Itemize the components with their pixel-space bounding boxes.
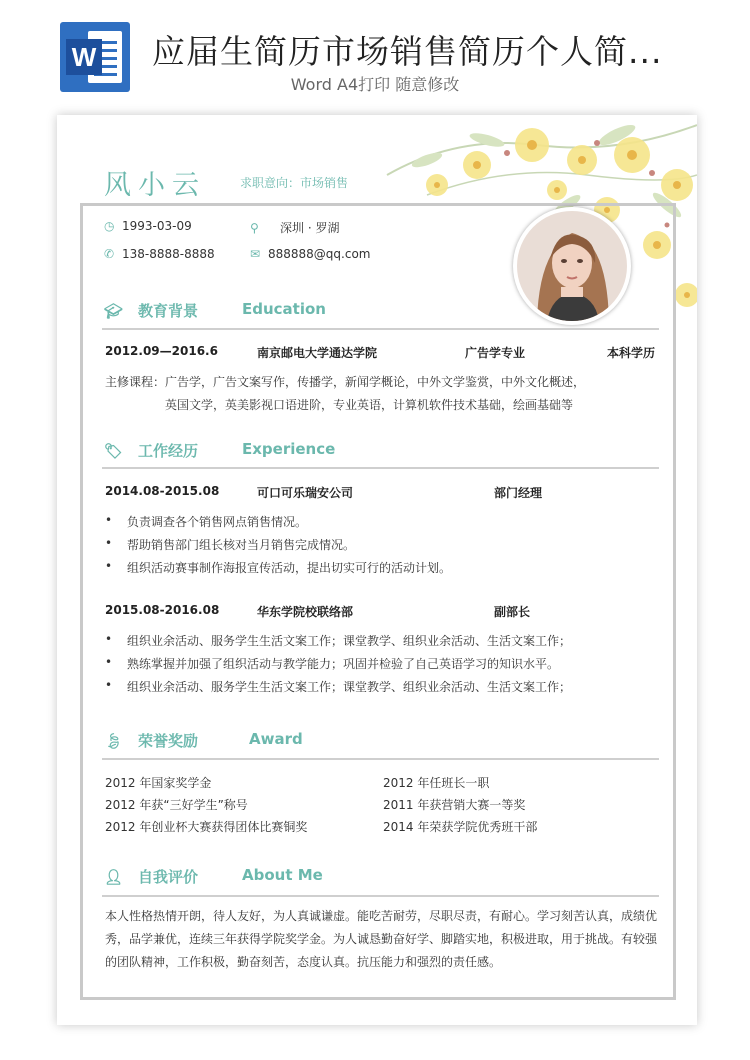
job-2-bullet: • 组织业余活动、服务学生生活文案工作；课堂教学、组织业余活动、生活文案工作；	[127, 678, 571, 695]
experience-divider	[102, 467, 659, 469]
education-period: 2012.09—2016.6	[105, 344, 218, 358]
award-item: 2011 年获营销大赛一等奖	[383, 798, 526, 812]
about-text: 本人性格热情开朗，待人友好，为人真诚谦虚。能吃苦耐劳，尽职尽责，有耐心。学习刻苦认真，成绩优秀，品学兼优，连续三年获得学院奖学金。为人诚恳勤奋好学、脚踏实地，积极进取，用于挑战。有较强的团队精神，工作积极，勤奋刻苦，态度认真。抗压能力和强烈的责任感。	[105, 909, 658, 969]
phone-number: 138-8888-8888	[122, 247, 215, 261]
birth-date: 1993-03-09	[122, 219, 192, 233]
job-2-bullet: • 熟练掌握并加强了组织活动与教学能力；巩固并检验了自己英语学习的知识水平。	[127, 655, 559, 672]
resume-page	[57, 115, 697, 1025]
education-courses-line2: 英国文学，英美影视口语进阶，专业英语，计算机软件技术基础，绘画基础等	[165, 398, 574, 412]
phone-icon: ✆	[104, 247, 115, 261]
job-2-period: 2015.08-2016.08	[105, 603, 220, 617]
job-2-bullet: • 组织业余活动、服务学生生活文案工作；课堂教学、组织业余活动、生活文案工作；	[127, 632, 571, 649]
location-pin-icon: ⚲	[250, 221, 259, 235]
education-divider	[102, 328, 659, 330]
experience-title-en: Experience	[242, 440, 336, 458]
job-1-bullet: • 帮助销售部门组长核对当月销售完成情况。	[127, 536, 355, 553]
candidate-name: 风小云	[104, 170, 206, 201]
graduation-cap-icon: 🎓︎	[104, 302, 124, 320]
education-section-title: 🎓︎ 教育背景 Education	[104, 300, 326, 320]
tag-icon: 🏷︎	[104, 442, 124, 460]
clock-icon: ◷	[104, 219, 115, 233]
job-1-bullet: • 负责调查各个销售网点销售情况。	[127, 513, 307, 530]
location: 深圳 · 罗湖	[280, 221, 340, 235]
location-info	[250, 219, 339, 236]
job-1-bullet: • 组织活动赛事制作海报宣传活动，提出切实可行的活动计划。	[127, 559, 451, 576]
word-icon-badge: W	[66, 39, 102, 75]
award-item: 2012 年国家奖学金	[105, 776, 212, 790]
job-1-role: 部门经理	[494, 486, 543, 500]
document-subtitle: Word A4打印 随意修改	[290, 75, 460, 94]
job-1-period: 2014.08-2015.08	[105, 484, 220, 498]
job-2-company: 华东学院校联络部	[257, 605, 354, 619]
about-divider	[102, 895, 659, 897]
document-title: 应届生简历市场销售简历个人简...	[152, 32, 663, 71]
email-info	[250, 247, 371, 261]
experience-section-title: 🏷︎ 工作经历 Experience	[104, 440, 336, 460]
document-header	[0, 0, 750, 100]
about-title-en: About Me	[242, 866, 323, 884]
education-major: 广告学专业	[465, 346, 526, 360]
award-section-title: 🍃︎ 荣誉奖励 Award	[104, 730, 303, 750]
award-item: 2012 年获“三好学生”称号	[105, 798, 248, 812]
birth-date-info	[104, 219, 192, 233]
job-2-role: 副部长	[494, 605, 531, 619]
person-icon: 👤︎	[104, 868, 124, 886]
profile-photo	[513, 207, 631, 325]
job-objective: 求职意向：市场销售	[240, 176, 349, 190]
email-address: 888888@qq.com	[268, 247, 371, 261]
mail-icon: ✉	[250, 247, 261, 261]
about-section-title: 👤︎ 自我评价 About Me	[104, 866, 323, 886]
award-item: 2014 年荣获学院优秀班干部	[383, 820, 538, 834]
leaf-icon: 🍃︎	[104, 732, 124, 750]
award-divider	[102, 758, 659, 760]
education-title-en: Education	[242, 300, 326, 318]
portrait-image	[517, 211, 627, 321]
award-title-en: Award	[249, 730, 303, 748]
award-item: 2012 年创业杯大赛获得团体比赛铜奖	[105, 820, 308, 834]
job-1-company: 可口可乐瑞安公司	[257, 486, 354, 500]
education-degree: 本科学历	[607, 346, 656, 360]
education-school: 南京邮电大学通达学院	[257, 346, 378, 360]
phone-info	[104, 247, 215, 261]
award-item: 2012 年任班长一职	[383, 776, 490, 790]
education-courses-line1: 主修课程：广告学，广告文案写作，传播学，新闻学概论，中外文学鉴赏，中外文化概述，	[105, 375, 586, 389]
